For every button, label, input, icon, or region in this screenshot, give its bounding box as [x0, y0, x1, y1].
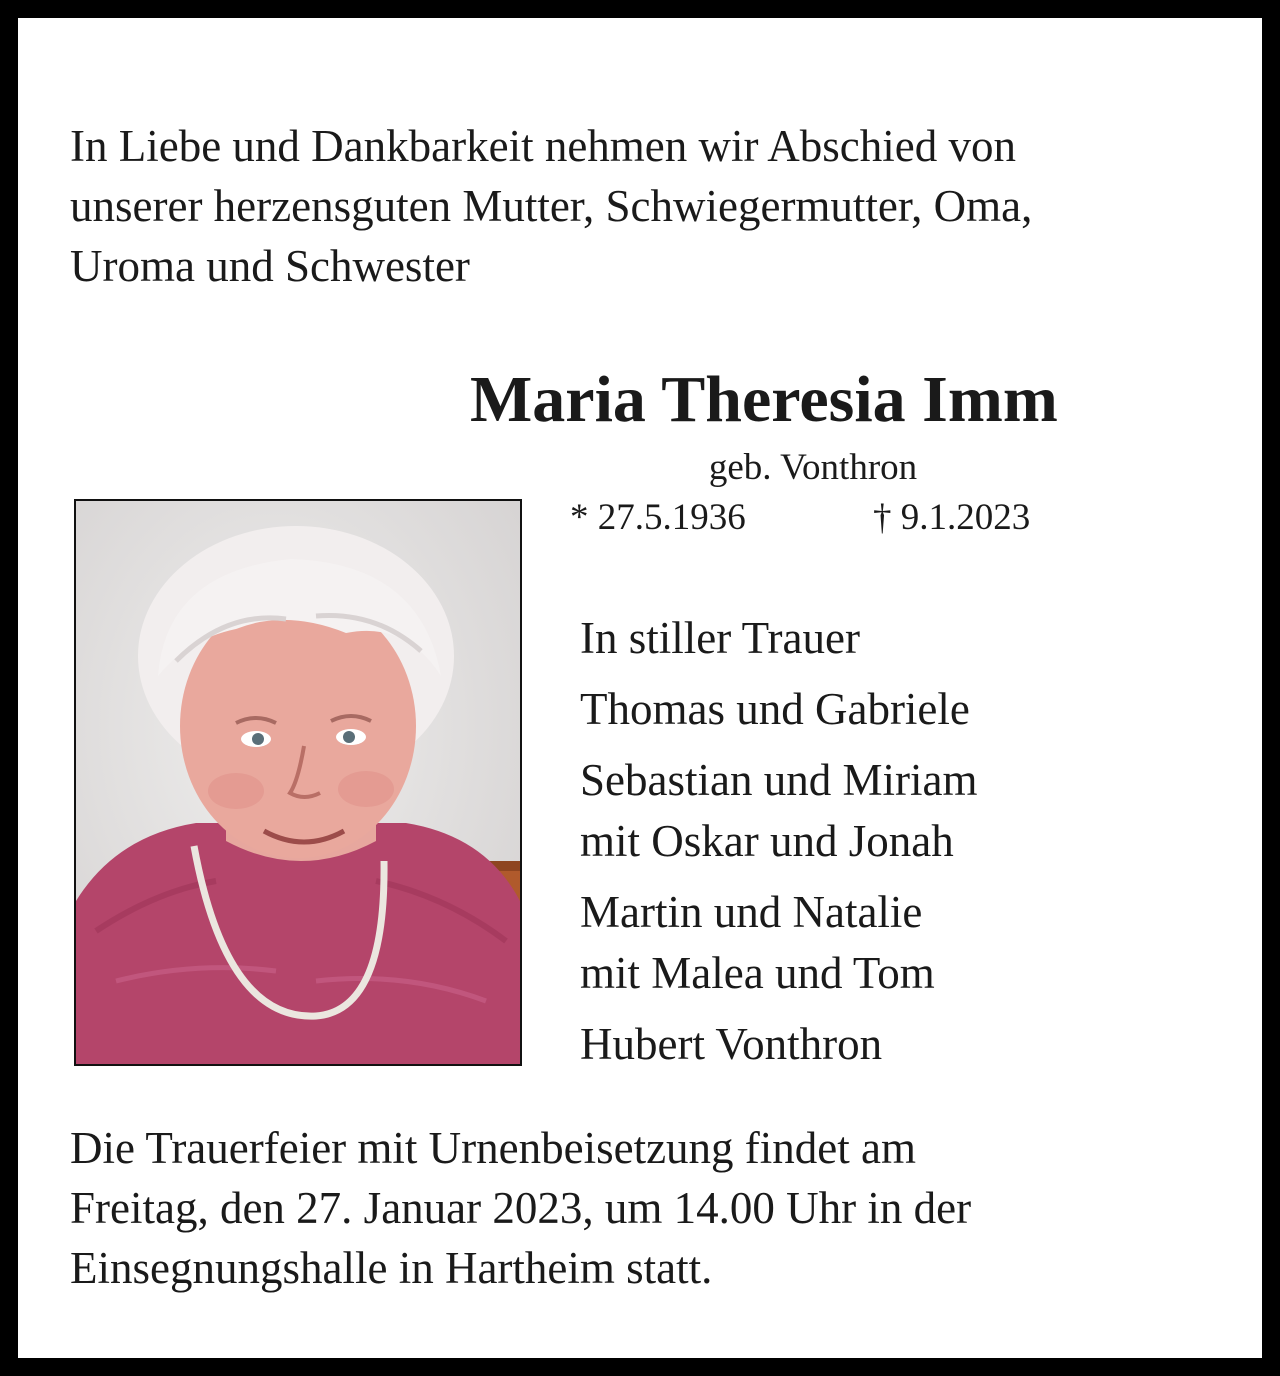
mourner-line: Sebastian und Miriam: [580, 755, 978, 805]
intro-text: [70, 116, 1230, 296]
mourner-group: [580, 882, 1230, 1004]
mourner-group: [580, 1014, 1230, 1075]
death-date: † 9.1.2023: [873, 497, 1031, 538]
mourners-heading-group: [580, 608, 1230, 669]
funeral-details: [70, 1118, 1230, 1298]
portrait-photo: [74, 499, 522, 1066]
mourner-line: Martin und Natalie: [580, 887, 923, 937]
intro-line: Uroma und Schwester: [70, 241, 470, 291]
mourner-line: mit Oskar und Jonah: [580, 816, 954, 866]
mourner-group: [580, 679, 1230, 740]
mourner-line: mit Malea und Tom: [580, 948, 935, 998]
closing-line: Freitag, den 27. Januar 2023, um 14.00 Uhr in der: [70, 1183, 972, 1233]
intro-line: In Liebe und Dankbarkeit nehmen wir Abschied von: [70, 121, 1016, 171]
maiden-name: geb. Vonthron: [708, 447, 918, 488]
closing-line: Die Trauerfeier mit Urnenbeisetzung findet am: [70, 1123, 916, 1173]
deceased-name: Maria Theresia Imm: [470, 363, 1058, 436]
mourner-group: [580, 750, 1230, 872]
mourner-line: Hubert Vonthron: [580, 1019, 883, 1069]
closing-line: Einsegnungshalle in Hartheim statt.: [70, 1243, 713, 1293]
intro-line: unserer herzensguten Mutter, Schwiegermutter, Oma,: [70, 181, 1033, 231]
mourner-line: Thomas und Gabriele: [580, 684, 970, 734]
mourners-heading: In stiller Trauer: [580, 613, 860, 663]
birth-date: * 27.5.1936: [570, 497, 746, 538]
mourners-list: [580, 608, 1230, 1085]
